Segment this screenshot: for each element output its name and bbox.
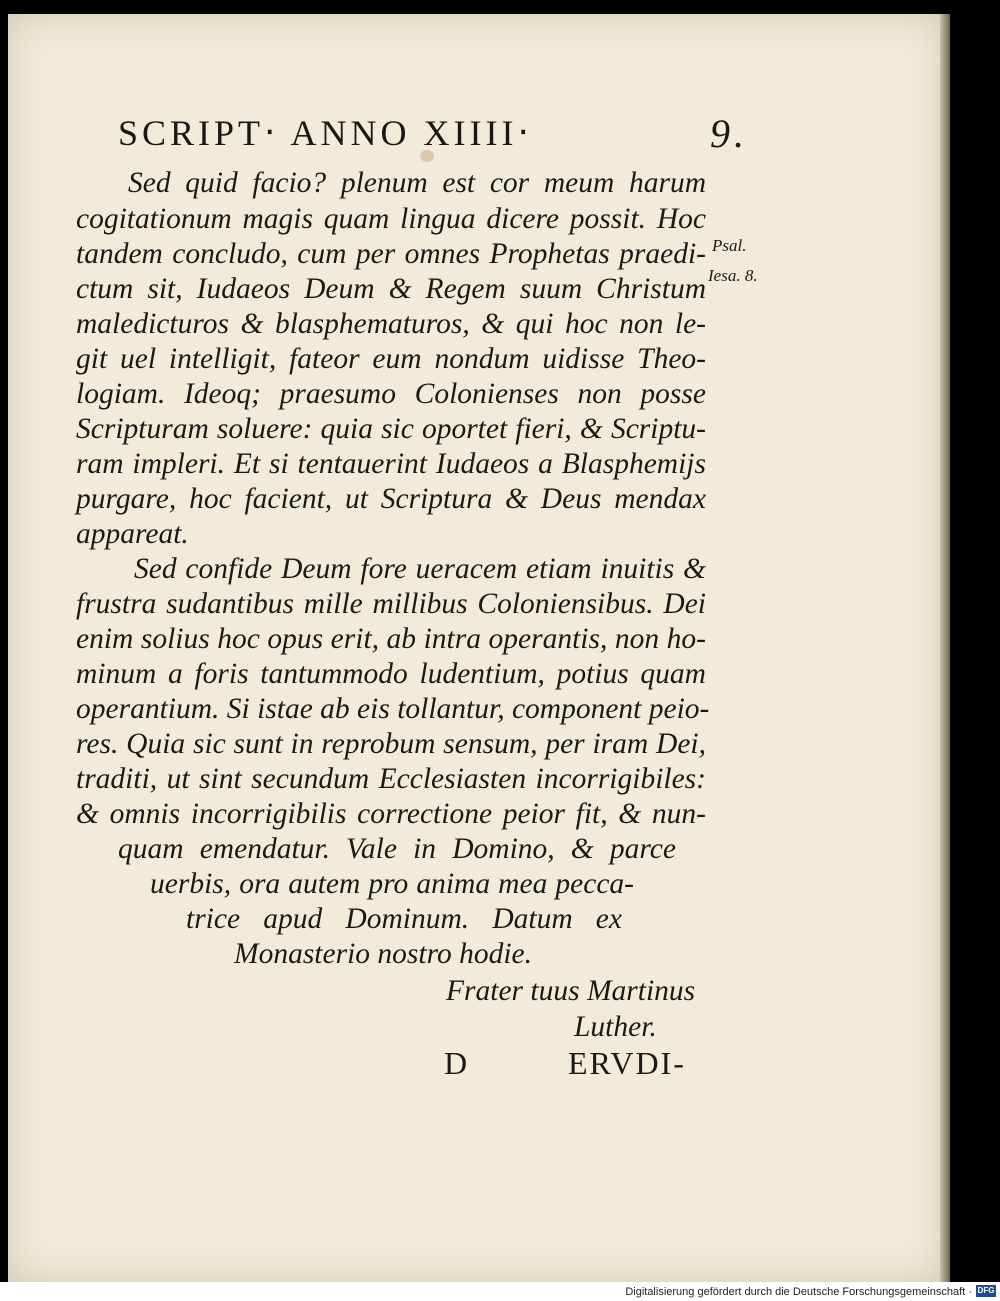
page-number: 9.: [710, 111, 748, 156]
text-line: uerbis, ora autem pro anima mea pecca-: [150, 868, 634, 900]
margin-note-iesa: Iesa. 8.: [708, 266, 758, 285]
text-line: minum a foris tantummodo ludentium, potius quam: [76, 658, 706, 690]
text-line: & omnis incorrigibilis correctione peior fit, & nun-: [76, 798, 706, 830]
running-header: [118, 112, 778, 158]
text-line: trice apud Dominum. Datum ex: [186, 903, 622, 935]
text-line: appareat.: [76, 518, 189, 550]
text-line: Sed quid facio? plenum est cor meum harum: [128, 167, 706, 199]
catchword: ERVDI-: [568, 1045, 686, 1081]
page-edge: [940, 14, 950, 1282]
dfg-logo: DFG: [977, 1286, 995, 1295]
text-line: operantium. Si istae ab eis tollantur, component peio-: [76, 693, 710, 725]
text-line: ctum sit, Iudaeos Deum & Regem suum Christum: [76, 273, 706, 305]
text-line: enim solius hoc opus erit, ab intra operantis, non ho-: [76, 623, 706, 655]
text-line: logiam. Ideoq; praesumo Colonienses non posse: [76, 378, 706, 410]
text-line: maledicturos & blasphematuros, & qui hoc non le-: [76, 308, 706, 340]
text-line: git uel intelligit, fateor eum nondum uidisse Theo-: [76, 343, 706, 375]
text-line: purgare, hoc facient, ut Scriptura & Deus mendax: [76, 483, 706, 515]
signature-line-1: Frater tuus Martinus: [446, 975, 696, 1007]
text-line: tandem concludo, cum per omnes Prophetas praedi-: [76, 238, 706, 270]
text-line: quam emendatur. Vale in Domino, & parce: [118, 833, 676, 865]
text-line: traditi, ut sint secundum Ecclesiasten incorrigibiles:: [76, 763, 706, 795]
text-line: Scripturam soluere: quia sic oportet fieri, & Scriptu-: [76, 413, 706, 445]
running-title: SCRIPT‧ ANNO XIIII‧: [118, 113, 533, 153]
text-line: Sed confide Deum fore ueracem etiam inuitis &: [134, 553, 706, 585]
text-line: cogitationum magis quam lingua dicere possit. Hoc: [76, 203, 706, 235]
signature-line-2: Luther.: [574, 1011, 657, 1043]
text-line: Monasterio nostro hodie.: [234, 938, 532, 970]
text-line: ram impleri. Et si tentauerint Iudaeos a Blasphemijs: [76, 448, 706, 480]
catchword-initial: D: [444, 1045, 468, 1081]
margin-note-psal: Psal.: [712, 236, 747, 255]
text-line: frustra sudantibus mille millibus Coloniensibus. Dei: [76, 588, 706, 620]
footer-credit: Digitalisierung gefördert durch die Deutsche Forschungsgemeinschaft ·: [625, 1286, 972, 1298]
text-line: res. Quia sic sunt in reprobum sensum, per iram Dei,: [76, 728, 706, 760]
